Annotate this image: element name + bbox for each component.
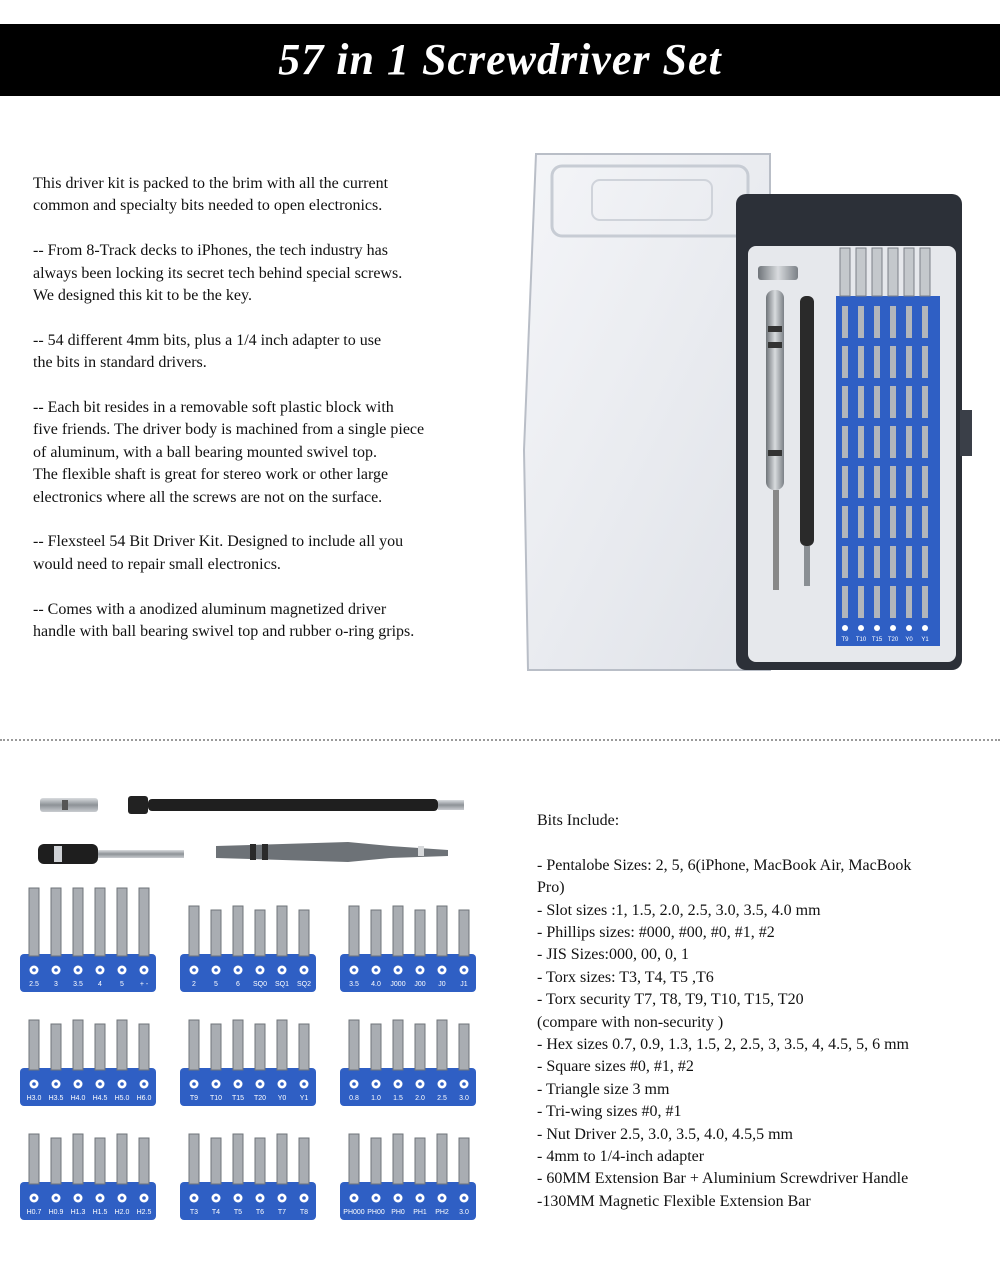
bit [349,1134,359,1184]
bit-tray-label: 1.5 [393,1095,403,1102]
bit-tray-label: H3.5 [48,1095,64,1102]
bit [371,910,381,956]
bit [277,1134,287,1184]
bit-tray-label: 5 [120,981,124,988]
bits-list-item: - Triangle size 3 mm [537,1080,670,1098]
bit [349,1020,359,1070]
bit-tray-label: H5.0 [114,1095,130,1102]
bit [299,910,309,956]
bits-list-item: - Hex sizes 0.7, 0.9, 1.3, 1.5, 2, 2.5, 3, 3.5, 4, 4.5, 5, 6 mm [537,1036,909,1054]
bit-tray [20,888,156,992]
bit-tray-label: Y1 [299,1095,309,1102]
bit-tray-label: T20 [253,1095,267,1102]
bit [371,1138,381,1184]
bit-tray-label: T5 [233,1209,243,1216]
bit [415,1024,425,1070]
case-tray-label: T20 [887,637,899,643]
bit-tray-label: T8 [299,1209,309,1216]
bits-list-item: - JIS Sizes:000, 00, 0, 1 [537,946,689,964]
bit [73,888,83,956]
bit [139,888,149,956]
bit [233,906,243,956]
bits-list-item: - Square sizes #0, #1, #2 [537,1058,694,1076]
bit-tray-label: SQ1 [274,981,290,988]
description-paragraph: This driver kit is packed to the brim with all the current common and specialty bits needed to open electronics. [33,175,389,215]
bit-trays-grid [18,884,469,1222]
bit-tray-label: T6 [255,1209,265,1216]
bit-tray-label: T10 [209,1095,223,1102]
bit [51,1138,61,1184]
case-tray-label: T9 [841,637,849,643]
bit-tray-label: J00 [414,981,426,988]
bit [233,1134,243,1184]
bit [95,888,105,956]
bit [277,906,287,956]
bits-list-item: - Pentalobe Sizes: 2, 5, 6(iPhone, MacBook Air, MacBook Pro) [537,856,912,897]
bit [437,906,447,956]
bit-tray-label: H0.9 [48,1209,64,1216]
bit-tray-label: H0.7 [26,1209,42,1216]
description-paragraph: -- From 8-Track decks to iPhones, the tech industry has always been locking its secret tech behind special screws. We designed this kit to be the key. [33,242,403,305]
bit [415,1138,425,1184]
bit [349,906,359,956]
bit [233,1020,243,1070]
bit [299,1138,309,1184]
bit [189,1020,199,1070]
bit [117,1134,127,1184]
bit [255,1024,265,1070]
bit [95,1024,105,1070]
bit-tray-label: 3.0 [459,1095,469,1102]
case-tray-label: T10 [855,637,867,643]
bit-tray-label: 3.5 [73,981,83,988]
bit [211,910,221,956]
description-paragraph: -- 54 different 4mm bits, plus a 1/4 inch adapter to use the bits in standard drivers. [33,331,382,372]
bit [29,1020,39,1070]
bit-tray-label: H2.5 [136,1209,152,1216]
bit-tray-label: Y0 [277,1095,287,1102]
bit-tray-label: J1 [460,981,468,988]
bit-tray-label: 3.5 [349,981,359,988]
bit [459,1138,469,1184]
product-description [33,173,503,666]
bit-tray-label: PH1 [413,1209,427,1216]
bit-tray [180,906,316,992]
bit [189,1134,199,1184]
bits-list-item: - Phillips sizes: #000, #00, #0, #1, #2 [537,924,775,942]
bits-list-item: - 60MM Extension Bar + Aluminium Screwdriver Handle [537,1170,909,1188]
bit-tray-label: J000 [390,981,406,988]
case-tray-label: Y1 [921,637,929,643]
bit-tray-label: 6 [236,981,240,988]
bit-tray-label: PH00 [367,1209,385,1216]
bit-tray-label: PH000 [343,1209,365,1216]
bits-include-list [537,810,992,1213]
bit [139,1024,149,1070]
tools-illustration [18,788,478,856]
bit [29,888,39,956]
bits-list-item: -130MM Magnetic Flexible Extension Bar [537,1192,811,1210]
title-banner [0,24,1000,96]
bit-tray-label: H3.0 [26,1095,42,1102]
bit [393,1020,403,1070]
bits-list-item: - Slot sizes :1, 1.5, 2.0, 2.5, 3.0, 3.5, 4.0 mm [537,901,821,919]
bit-tray [20,1134,156,1220]
bit [73,1134,83,1184]
bit [211,1024,221,1070]
bit [51,1024,61,1070]
bit-tray-label: H1.5 [92,1209,108,1216]
case-bit-columns [836,248,940,646]
bit-tray-label: 1.0 [371,1095,381,1102]
bit-tray-label: PH0 [391,1209,405,1216]
bits-list-item: - Torx sizes: T3, T4, T5 ,T6 [537,968,714,986]
screwdriver-case-image [522,150,974,678]
bits-list-item: - Nut Driver 2.5, 3.0, 3.5, 4.0, 4.5,5 mm [537,1125,793,1143]
bit-tray [340,1134,476,1220]
bits-list-item: - Tri-wing sizes #0, #1 [537,1103,682,1121]
bit-tray-label: 2.5 [29,981,39,988]
bit [437,1020,447,1070]
bit-tray-label: T4 [211,1209,221,1216]
bit [459,910,469,956]
bits-list-item: - 4mm to 1/4-inch adapter [537,1148,705,1166]
bit-tray-label: 3.0 [459,1209,469,1216]
bit-tray-label: J0 [438,981,446,988]
bit-tray [180,1134,316,1220]
bits-list-item: (compare with non-security ) [537,1013,724,1031]
bit-tray [20,1020,156,1106]
bit [73,1020,83,1070]
bit [437,1134,447,1184]
case-tray-label: T15 [871,637,883,643]
bit-tray-label: T3 [189,1209,199,1216]
bit-tray-label: SQ2 [296,981,312,988]
bit-tray [180,1020,316,1106]
bit [277,1020,287,1070]
bit-tray-label: 2.0 [415,1095,425,1102]
bit [459,1024,469,1070]
bit [393,906,403,956]
bit-tray-label: 4 [98,981,102,988]
bit [255,1138,265,1184]
bit-tray-label: H4.5 [92,1095,108,1102]
bit-tray-label: PH2 [435,1209,449,1216]
bit-tray-label: 0.8 [349,1095,359,1102]
bit-tray [340,1020,476,1106]
bit-tray-label: 5 [214,981,218,988]
bit [139,1138,149,1184]
bit-tray-label: H6.0 [136,1095,152,1102]
bit-tray-label: H4.0 [70,1095,86,1102]
description-paragraph: -- Comes with a anodized aluminum magnetized driver handle with ball bearing swivel top and rubber o-ring grips. [33,600,415,641]
bits-heading: Bits Include: [537,812,620,829]
page-title: 57 in 1 Screwdriver Set [278,35,722,84]
bit-tray-label: 3 [54,981,58,988]
bit [51,888,61,956]
bit-tray-label: SQ0 [252,981,268,988]
bit [393,1134,403,1184]
bit [29,1134,39,1184]
bit [255,910,265,956]
bit-tray-label: 2 [192,981,196,988]
bit-tray-label: 2.5 [437,1095,447,1102]
case-tray-label: Y0 [905,637,913,643]
bit-tray [340,906,476,992]
bit-tray-label: T15 [231,1095,245,1102]
bit-tray-label: T9 [189,1095,199,1102]
bit [299,1024,309,1070]
bit [211,1138,221,1184]
bit [117,1020,127,1070]
bit [371,1024,381,1070]
description-paragraph: -- Each bit resides in a removable soft plastic block with five friends. The driver body is machined from a single piece of aluminum, with a ball bearing mounted swivel top. The flexible shaft is great for stereo work or other large electronics where all the screws are not on the surface. [33,399,425,506]
bit [117,888,127,956]
bit [95,1138,105,1184]
bit-tray-label: + - [139,981,149,988]
description-paragraph: -- Flexsteel 54 Bit Driver Kit. Designed to include all you would need to repair small electronics. [33,533,404,573]
dotted-divider [0,739,1000,741]
bit [415,910,425,956]
bit-tray-label: T7 [277,1209,287,1216]
bit-tray-label: H2.0 [114,1209,130,1216]
bits-list-item: - Torx security T7, T8, T9, T10, T15, T20 [537,991,804,1009]
bit-tray-label: H1.3 [70,1209,86,1216]
bit [189,906,199,956]
bit-tray-label: 4.0 [371,981,381,988]
